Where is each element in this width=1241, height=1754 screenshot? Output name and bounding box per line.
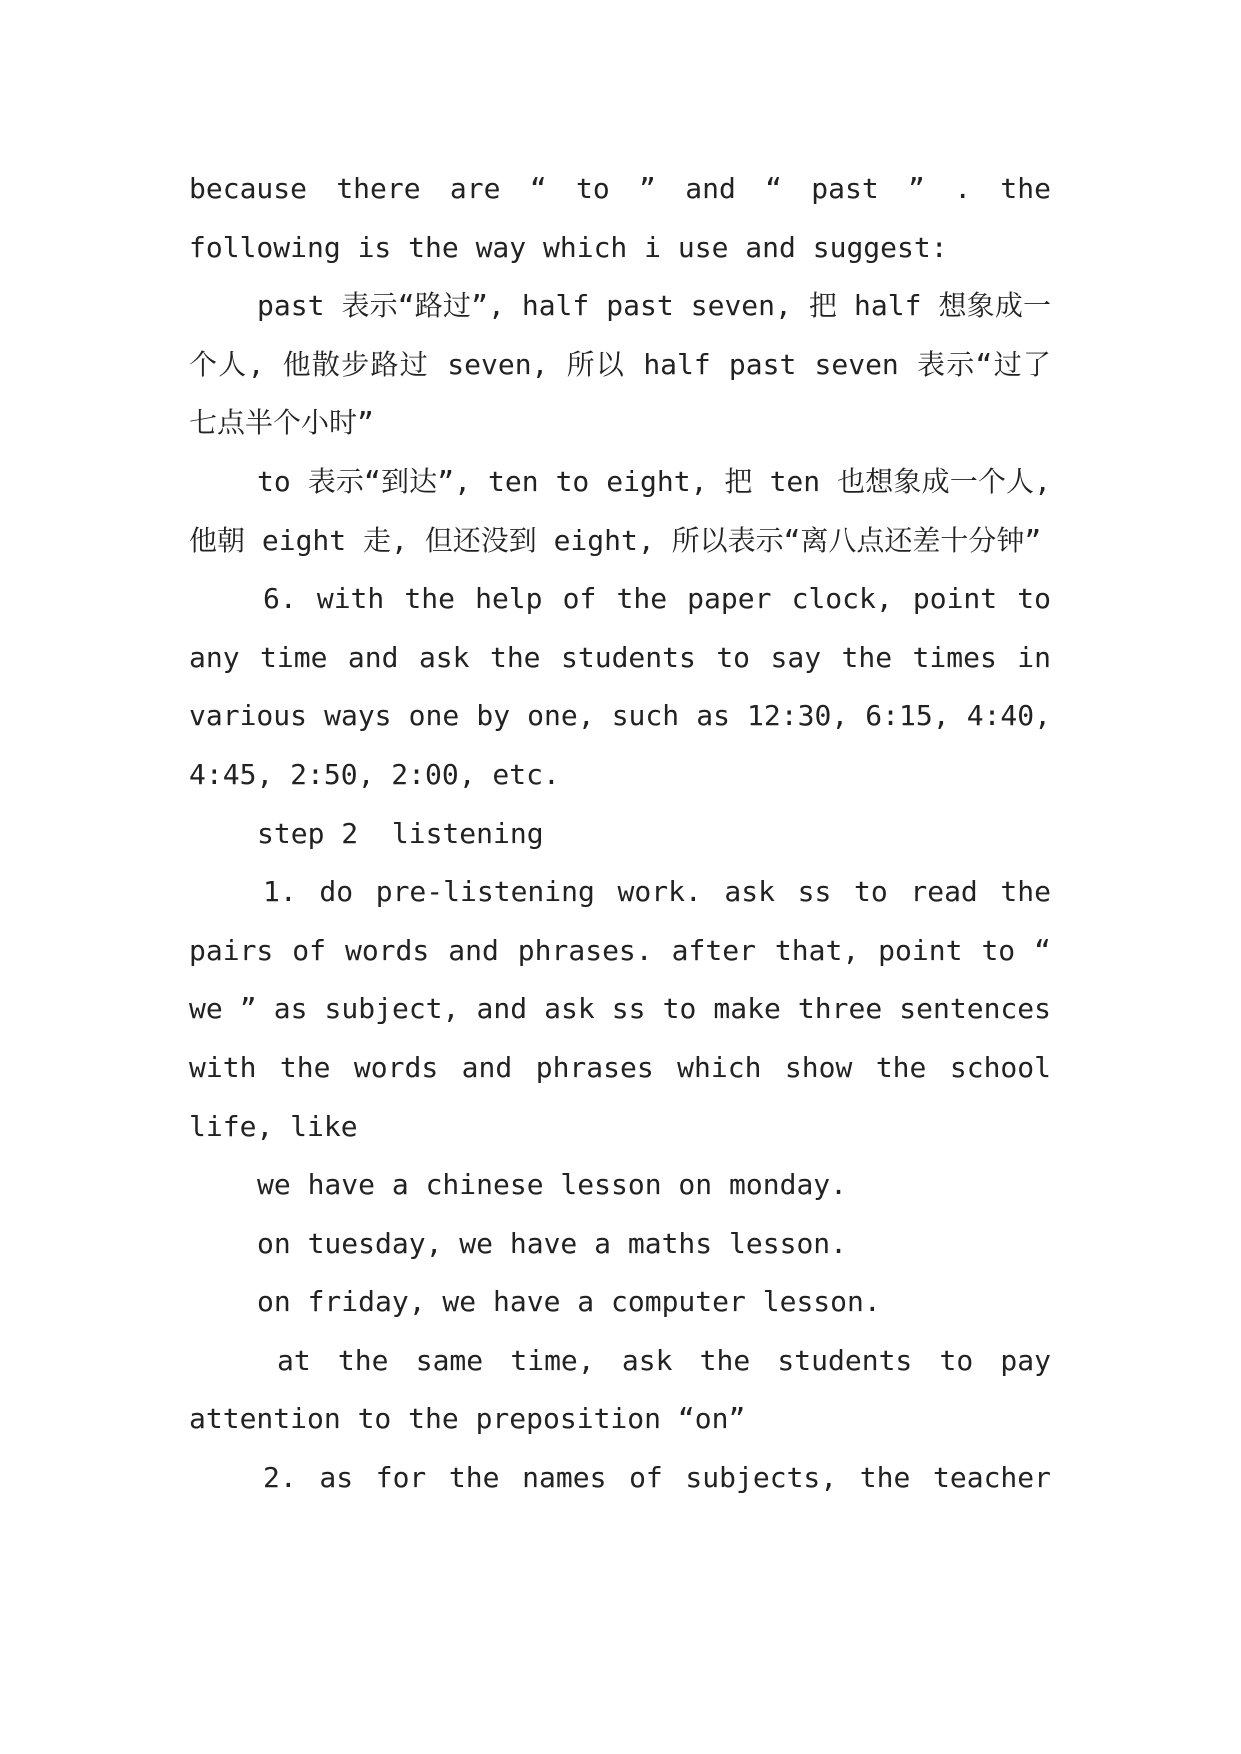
paragraph-past-explanation: past 表示“路过”, half past seven, 把 half 想象成一个人, 他散步路过 seven, 所以 half past seven 表示“过了七点半个小时” <box>189 289 1051 440</box>
paragraph-step-6-paper-clock: 6. with the help of the paper clock, point to any time and ask the students to say the times in various ways one by one, such as 12:30, 6:15, 4:40, 4:45, 2:50, 2:00, etc. <box>189 582 1051 791</box>
paragraph-subject-names: 2. as for the names of subjects, the teacher <box>263 1461 1051 1495</box>
paragraph-preposition-on: at the same time, ask the students to pay attention to the preposition “on” <box>189 1343 1051 1436</box>
document-page <box>189 160 1051 1508</box>
example-sentence-monday: we have a chinese lesson on monday. <box>257 1168 848 1202</box>
paragraph-step-2-heading: step 2 listening <box>257 816 544 850</box>
paragraph-to-past-intro: because there are “ to ” and “ past ” . the following is the way which i use and suggest: <box>189 172 1051 264</box>
example-sentence-tuesday: on tuesday, we have a maths lesson. <box>257 1226 848 1260</box>
paragraph-to-explanation: to 表示“到达”, ten to eight, 把 ten 也想象成一个人, 他朝 eight 走, 但还没到 eight, 所以表示“离八点还差十分钟” <box>189 464 1051 557</box>
paragraph-pre-listening: 1. do pre-listening work. ask ss to read the pairs of words and phrases. after that, point to “ we ” as subject, and ask ss to make three sentences with the words and phrases which show the school life, like <box>189 875 1051 1143</box>
example-sentence-friday: on friday, we have a computer lesson. <box>257 1285 881 1319</box>
